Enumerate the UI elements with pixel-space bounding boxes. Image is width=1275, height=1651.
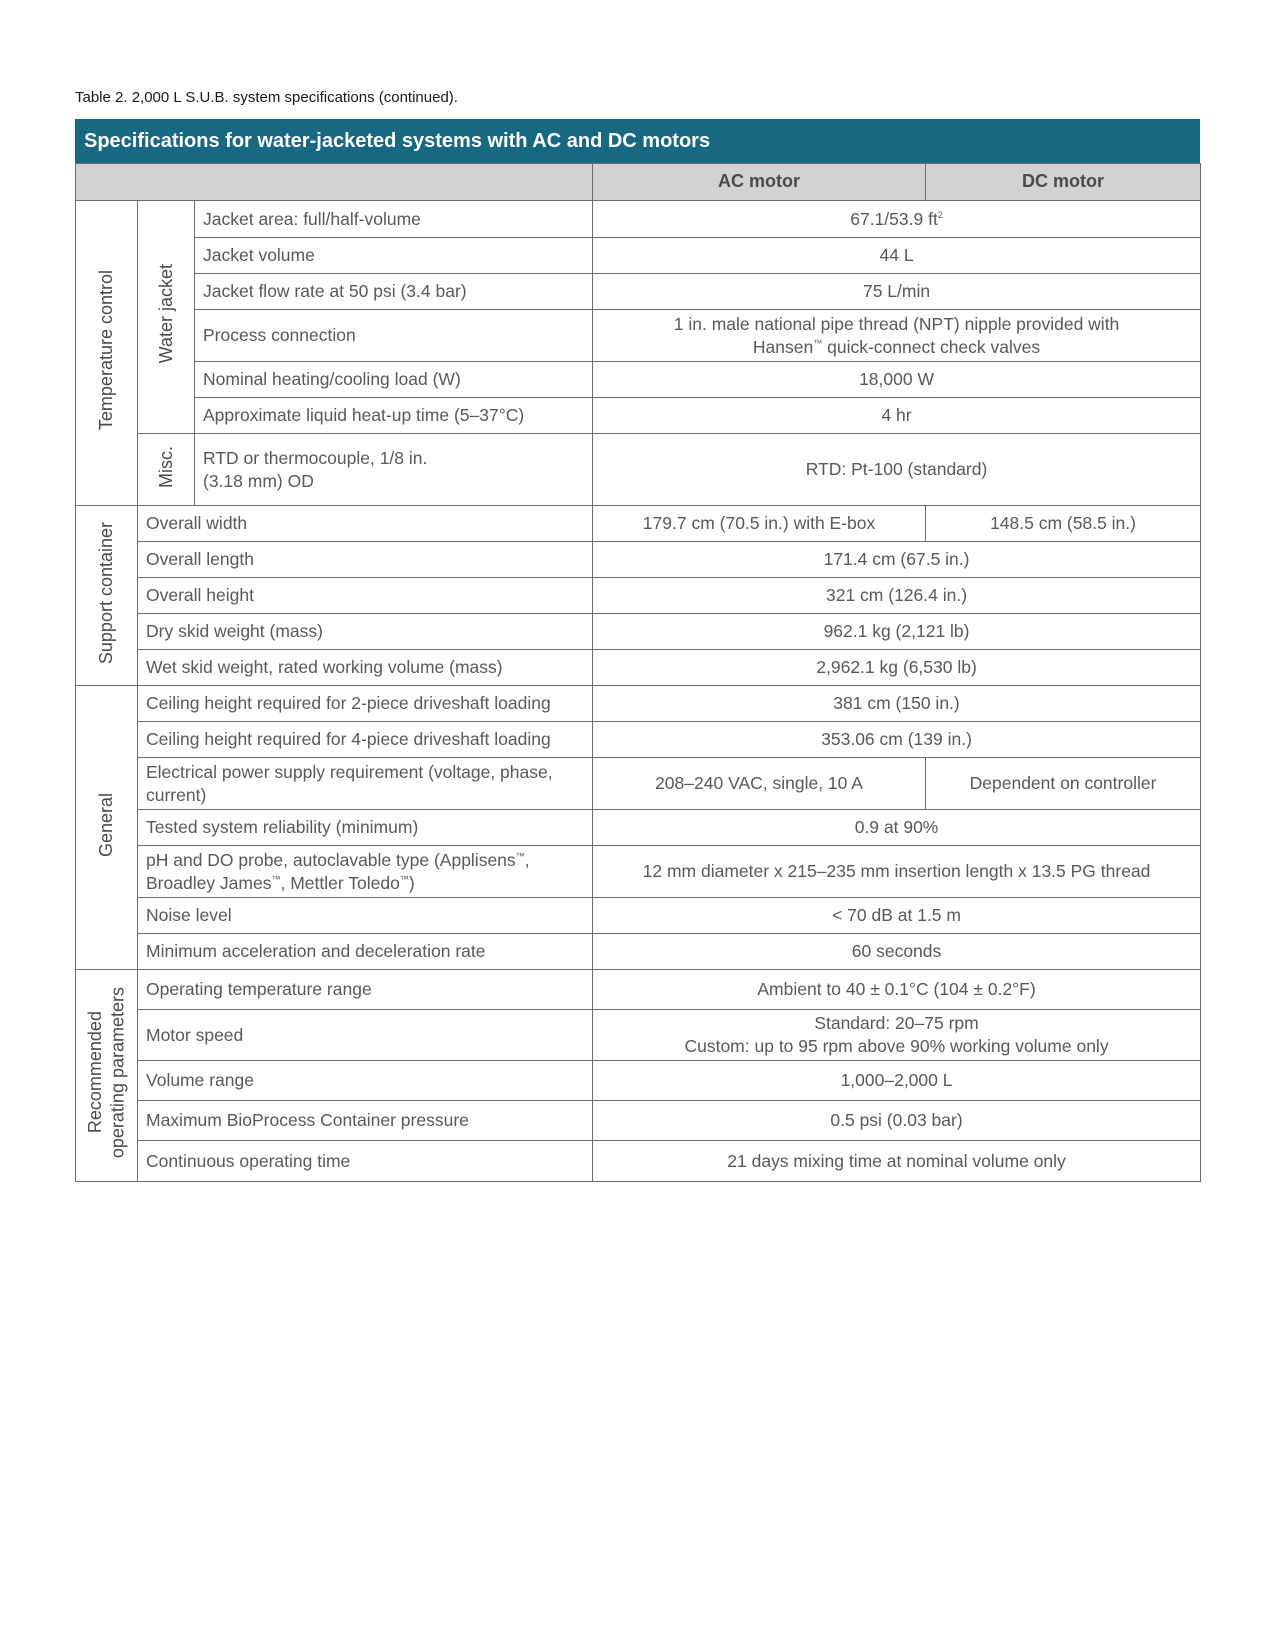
table-row: [76, 898, 1201, 934]
row-label: Dry skid weight (mass): [138, 614, 593, 650]
table-row: [76, 758, 1201, 810]
table-row: [76, 1010, 1201, 1061]
row-label: Motor speed: [138, 1010, 593, 1061]
row-value: 75 L/min: [593, 274, 1201, 310]
row-label: Wet skid weight, rated working volume (mass): [138, 650, 593, 686]
table-row: [76, 846, 1201, 898]
row-value: 0.5 psi (0.03 bar): [593, 1101, 1201, 1141]
group-temperature-control: [76, 201, 138, 506]
row-value-ac: 179.7 cm (70.5 in.) with E-box: [593, 506, 926, 542]
table-row: [76, 686, 1201, 722]
table-row: [76, 810, 1201, 846]
row-value: < 70 dB at 1.5 m: [593, 898, 1201, 934]
spec-table: [75, 163, 1201, 1182]
table-row: [76, 201, 1201, 238]
row-value: 381 cm (150 in.): [593, 686, 1201, 722]
row-value: 44 L: [593, 238, 1201, 274]
table-row: [76, 970, 1201, 1010]
row-value: RTD: Pt-100 (standard): [593, 434, 1201, 506]
row-value-dc: 148.5 cm (58.5 in.): [926, 506, 1201, 542]
header-empty-cell: [76, 164, 593, 201]
table-row: [76, 362, 1201, 398]
row-value: 321 cm (126.4 in.): [593, 578, 1201, 614]
row-label: Minimum acceleration and deceleration rate: [138, 934, 593, 970]
table-row: [76, 238, 1201, 274]
table-row: [76, 506, 1201, 542]
row-value: 1 in. male national pipe thread (NPT) nipple provided with Hansen™ quick-connect check valves: [593, 310, 1201, 362]
table-row: [76, 614, 1201, 650]
row-value: 21 days mixing time at nominal volume only: [593, 1141, 1201, 1182]
row-label: Jacket volume: [195, 238, 593, 274]
row-label: Operating temperature range: [138, 970, 593, 1010]
group-label: Support container: [96, 521, 117, 664]
group-label: Temperature control: [96, 270, 117, 431]
row-label: Jacket flow rate at 50 psi (3.4 bar): [195, 274, 593, 310]
row-value-ac: 208–240 VAC, single, 10 A: [593, 758, 926, 810]
row-value-dc: Dependent on controller: [926, 758, 1201, 810]
row-label: pH and DO probe, autoclavable type (Applisens™, Broadley James™, Mettler Toledo™): [138, 846, 593, 898]
table-row: [76, 1141, 1201, 1182]
group-label-line1: Recommended: [85, 1011, 105, 1134]
table-row: [76, 274, 1201, 310]
table-banner: Specifications for water-jacketed systems with AC and DC motors: [75, 119, 1200, 163]
row-value: 67.1/53.9 $ft^2$: [593, 201, 1201, 238]
row-value: 1,000–2,000 L: [593, 1061, 1201, 1101]
group-support-container: [76, 506, 138, 686]
table-row: [76, 398, 1201, 434]
column-header-dc: DC motor: [926, 164, 1201, 201]
subgroup-water-jacket: [138, 201, 195, 434]
table-row: [76, 542, 1201, 578]
row-label: Tested system reliability (minimum): [138, 810, 593, 846]
subgroup-misc: [138, 434, 195, 506]
row-value: 0.9 at 90%: [593, 810, 1201, 846]
row-label: RTD or thermocouple, 1/8 in. (3.18 mm) OD: [195, 434, 593, 506]
row-value: Ambient to 40 ± 0.1°C (104 ± 0.2°F): [593, 970, 1201, 1010]
subgroup-label: Water jacket: [155, 264, 176, 364]
row-label: Overall width: [138, 506, 593, 542]
group-general: [76, 686, 138, 970]
group-label: General: [96, 792, 117, 857]
table-row: [76, 434, 1201, 506]
group-label-line2: operating parameters: [107, 987, 128, 1159]
row-label: Process connection: [195, 310, 593, 362]
group-recommended-operating-parameters: [76, 970, 138, 1182]
table-caption: Table 2. 2,000 L S.U.B. system specifications (continued).: [75, 89, 458, 106]
row-value: 18,000 W: [593, 362, 1201, 398]
row-value: 12 mm diameter x 215–235 mm insertion length x 13.5 PG thread: [593, 846, 1201, 898]
row-label: Overall height: [138, 578, 593, 614]
table-row: [76, 650, 1201, 686]
row-label: Nominal heating/cooling load (W): [195, 362, 593, 398]
column-header-ac: AC motor: [593, 164, 926, 201]
row-label: Approximate liquid heat-up time (5–37°C): [195, 398, 593, 434]
row-value: 353.06 cm (139 in.): [593, 722, 1201, 758]
row-label: Maximum BioProcess Container pressure: [138, 1101, 593, 1141]
row-value: Standard: 20–75 rpm Custom: up to 95 rpm above 90% working volume only: [593, 1010, 1201, 1061]
row-label: Overall length: [138, 542, 593, 578]
row-label: Electrical power supply requirement (voltage, phase, current): [138, 758, 593, 810]
row-value: 4 hr: [593, 398, 1201, 434]
table-row: [76, 934, 1201, 970]
row-label: Ceiling height required for 4-piece driveshaft loading: [138, 722, 593, 758]
table-row: [76, 722, 1201, 758]
table-row: [76, 578, 1201, 614]
table-row: [76, 310, 1201, 362]
table-row: [76, 1101, 1201, 1141]
table-row: [76, 1061, 1201, 1101]
row-value: 962.1 kg (2,121 lb): [593, 614, 1201, 650]
subgroup-label: Misc.: [155, 445, 176, 488]
spec-table-frame: [75, 119, 1200, 1182]
row-value: 2,962.1 kg (6,530 lb): [593, 650, 1201, 686]
row-label: Ceiling height required for 2-piece driveshaft loading: [138, 686, 593, 722]
row-label: Continuous operating time: [138, 1141, 593, 1182]
row-label: Noise level: [138, 898, 593, 934]
row-label: Volume range: [138, 1061, 593, 1101]
table-header-row: [76, 164, 1201, 201]
row-value: 60 seconds: [593, 934, 1201, 970]
row-label: Jacket area: full/half-volume: [195, 201, 593, 238]
row-value: 171.4 cm (67.5 in.): [593, 542, 1201, 578]
